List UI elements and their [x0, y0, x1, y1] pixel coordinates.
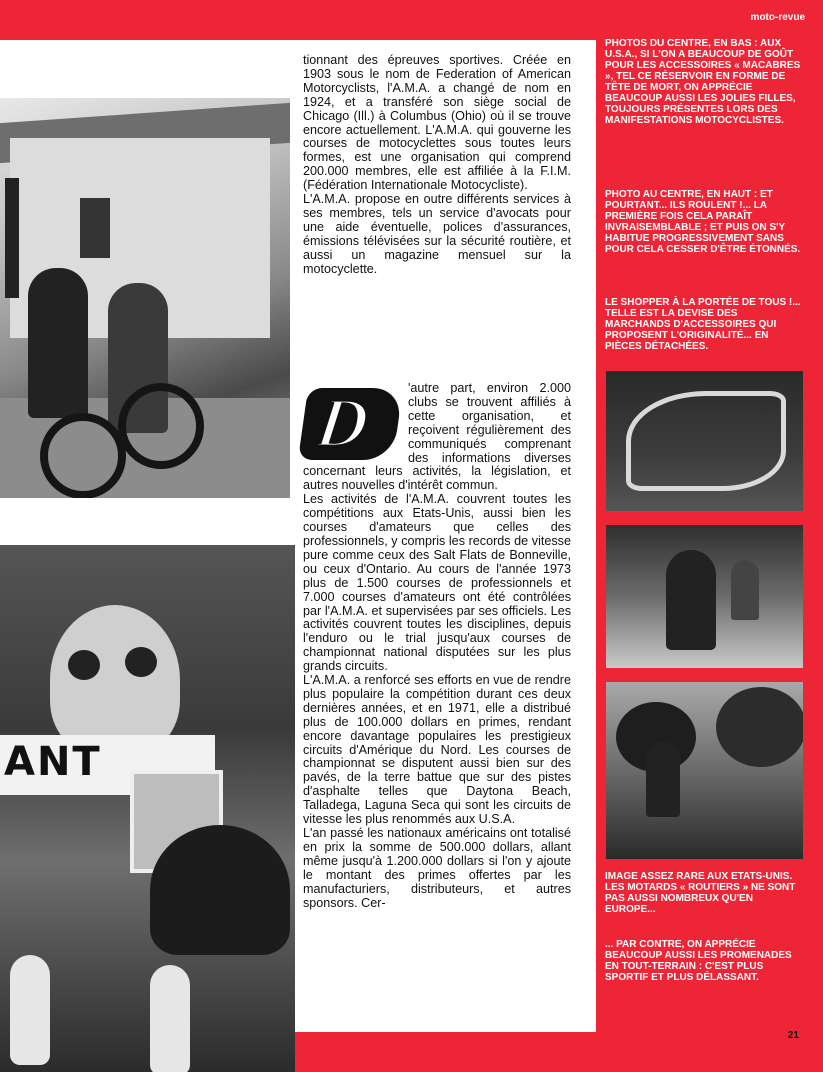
photo-door: [5, 178, 19, 298]
photo-skull-eye-right: [125, 647, 157, 677]
photo-rider-1: [28, 268, 88, 418]
drop-cap-letter: D: [311, 385, 374, 462]
page-number: 21: [787, 1030, 799, 1041]
drop-cap: [298, 385, 403, 462]
photo-window: [80, 198, 110, 258]
photo-thumb-rider-2: [731, 560, 759, 620]
photo-thumb-rider: [666, 550, 716, 650]
photo-frame-shape: [626, 391, 786, 491]
photo-offroad: [606, 682, 803, 859]
photo-wheel-2: [118, 383, 204, 469]
caption-tout-terrain: ... PAR CONTRE, ON APPRÉCIE BEAUCOUP AUSSI LES PROMENADES EN TOUT-TERRAIN : C'EST PLUS SPORTIF ET PLUS DÉLASSANT.: [605, 939, 792, 983]
caption-centre-haut: PHOTO AU CENTRE, EN HAUT : ET POURTANT... ILS ROULENT !... LA PREMIÈRE FOIS CELA PARAÎT INVRAISEMBLABLE ; ET PUIS ON S'Y HABITUE PROGRESSIVEMENT SANS POUR CELA CESSER D'ÊTRE ÉTONNÉS.: [605, 189, 801, 255]
photo-riders-road: [606, 525, 803, 668]
article-column-bottom: [303, 382, 571, 1032]
photo-tank: [150, 825, 290, 955]
caption-routiers: IMAGE ASSEZ RARE AUX ETATS-UNIS. LES MOTARDS « ROUTIERS » NE SONT PAS AUSSI NOMBREUX QU'EN EUROPE...: [605, 871, 796, 915]
photo-skull-tank: [0, 545, 295, 1072]
article-paragraph-4: L'an passé les nationaux américains ont totalisé en prix la somme de 500.000 dollars, allant même jusqu'à 1.200.000 dollars si l'on y ajoute le montant des primes offertes par les manufacturiers, distributeurs, et autres sponsors. Cer-: [303, 826, 571, 910]
photo-chopper-frame: [606, 371, 803, 511]
caption-centre-bas: PHOTOS DU CENTRE, EN BAS : AUX U.S.A., SI L'ON A BEAUCOUP DE GOÛT POUR LES ACCESSOIRES « MACABRES », TEL CE RÉSERVOIR EN FORME DE TÊTE DE MORT, ON APPRÉCIE BEAUCOUP AUSSI LES JOLIES FILLES, TOUJOURS PRÉSENTES LORS DES MANIFESTATIONS MOTOCYCLISTES.: [605, 38, 801, 126]
photo-sign-text: ANT: [4, 739, 102, 785]
photo-wheel-1: [40, 413, 126, 498]
photo-tree-2: [716, 687, 803, 767]
article-paragraph-3: L'A.M.A. a renforcé ses efforts en vue de rendre plus populaire la compétition durant ces deux dernières années, et en 1971, elle a distribué plus de 100.000 dollars en primes, rendant encore davantage populaires les prestigieux circuits d'Amérique du Nord. Les courses de championnat se disputent aussi bien sur des pavés, de la terre battue que sur des pistes d'asphalte telles que Daytona Beach, Talladega, Laguna Seca qui sont les circuits de vitesse les plus renommés aux U.S.A.: [303, 673, 571, 827]
article-paragraph-2: Les activités de l'A.M.A. couvrent toutes les compétitions aux Etats-Unis, aussi bien les courses d'amateurs que celles des professionnels, y compris les records de vitesse pure comme ceux des Salt Flats de Bonneville, ou ceux d'Ontario. Au cours de l'année 1973 plus de 1.500 courses de professionnels et 7.000 courses d'amateurs ont été contrôlées par l'A.M.A. et supervisées par ses officiels. Les activités couvrent toutes les disciplines, depuis l'enduro ou le trial jusqu'aux courses de championnat national disputées sur les plus grands circuits.: [303, 492, 571, 674]
article-paragraph-1: 'autre part, environ 2.000 clubs se trouvent affiliés à cette organisation, et reçoivent régulièrement des communiqués comprenant des informations diverses concernant leurs activités, la législation, et autres nouvelles d'intérêt commun.: [303, 381, 571, 493]
article-top-paragraph-2: L'A.M.A. propose en outre différents services à ses membres, tels un service d'avocats pour une aide éventuelle, polices d'assurances, émissions télévisées sur la sécurité routière, et aussi un magazine mensuel sur la motocyclette.: [303, 192, 571, 276]
article-top-paragraph: tionnant des épreuves sportives. Créée en 1903 sous le nom de Federation of American Motorcyclists, l'A.M.A. a changé de nom en 1924, et a transféré son siège social de Chicago (Ill.) à Columbus (Ohio) où il se trouve encore actuellement. L'A.M.A. qui gouverne les courses de motocyclettes sous toutes leurs formes, est une organisation qui comprend 200.000 membres, elle est affiliée à la F.I.M. (Fédération Internationale Motocycliste).: [303, 53, 571, 193]
photo-cone-2: [150, 965, 190, 1072]
photo-offroad-rider: [646, 742, 680, 817]
photo-skull-eye-left: [68, 650, 100, 680]
photo-riders-house: [0, 98, 290, 498]
article-column-top: [303, 54, 571, 334]
photo-skull: [50, 605, 180, 755]
caption-shopper: LE SHOPPER À LA PORTÉE DE TOUS !... TELLE EST LA DEVISE DES MARCHANDS D'ACCESSOIRES QUI PROPOSENT L'ORIGINALITÉ... EN PIÈCES DÉTACHÉES.: [605, 297, 801, 352]
magazine-header: moto-revue: [750, 12, 805, 23]
